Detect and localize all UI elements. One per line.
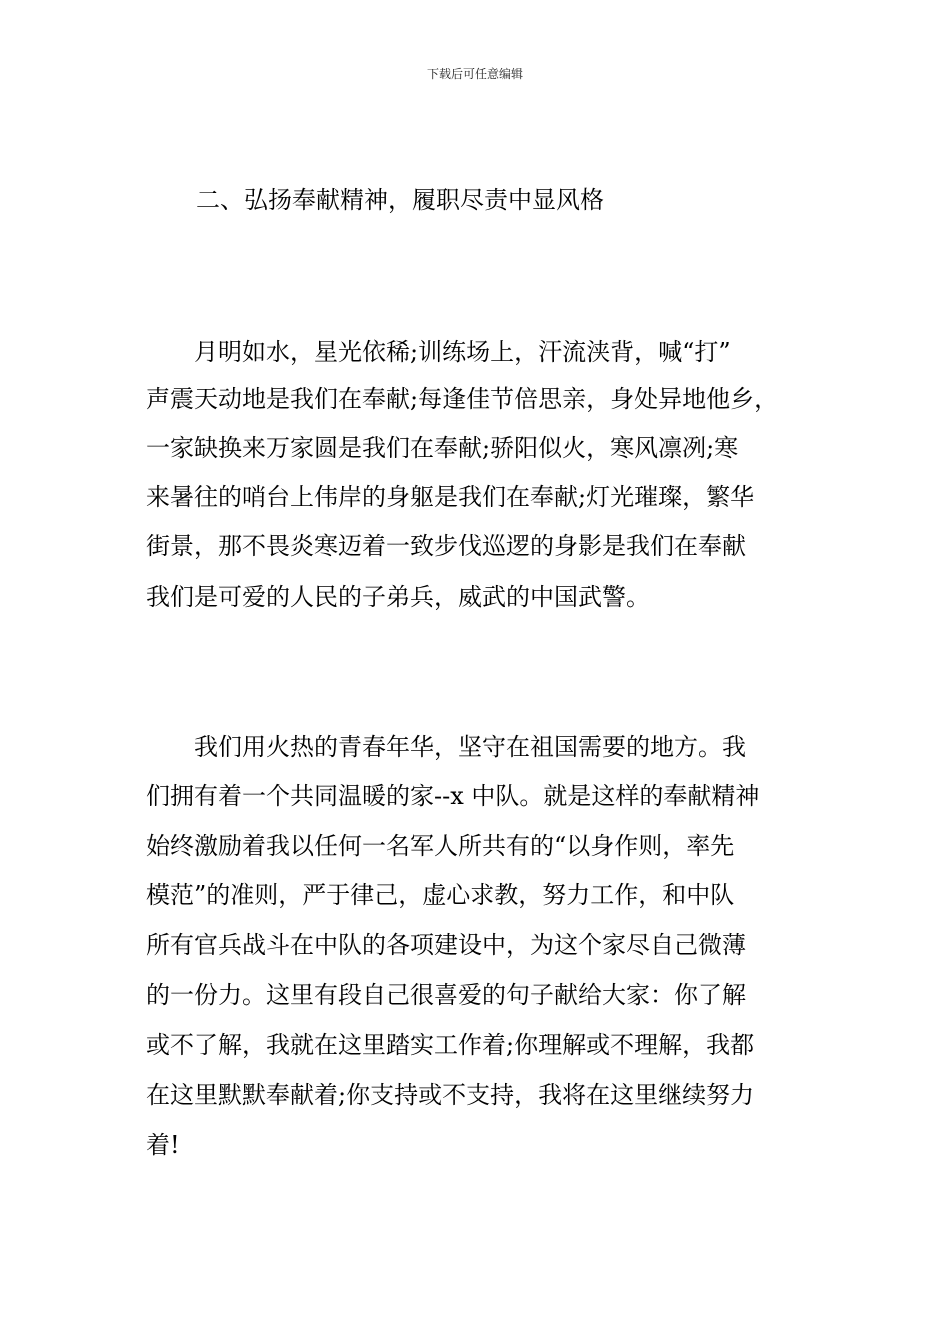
paragraph-line: 月明如水，星光依稀;训练场上，汗流浃背，喊“打”	[146, 338, 731, 366]
paragraph-line: 街景，那不畏炎寒迈着一致步伐巡逻的身影是我们在奉献	[146, 532, 746, 560]
paragraph-line: 或不了解，我就在这里踏实工作着;你理解或不理解，我都	[146, 1031, 755, 1059]
paragraph-line: 模范”的准则，严于律己，虚心求教，努力工作，和中队	[146, 881, 735, 909]
section-heading: 二、弘扬奉献精神，履职尽责中显风格	[196, 186, 604, 214]
paragraph-line: 着!	[146, 1131, 180, 1159]
paragraph-line: 们拥有着一个共同温暖的家--x 中队。就是这样的奉献精神	[146, 782, 760, 810]
paragraph-line: 一家缺换来万家圆是我们在奉献;骄阳似火，寒风凛冽;寒	[146, 434, 739, 462]
paragraph-line: 在这里默默奉献着;你支持或不支持，我将在这里继续努力	[146, 1081, 755, 1109]
paragraph-line: 始终激励着我以任何一名军人所共有的“以身作则，率先	[146, 832, 735, 860]
paragraph-line: 声震天动地是我们在奉献;每逢佳节倍思亲，身处异地他乡，	[146, 385, 779, 413]
paragraph-line: 来暑往的哨台上伟岸的身躯是我们在奉献;灯光璀璨，繁华	[146, 483, 755, 511]
header-note: 下载后可任意编辑	[426, 67, 523, 81]
paragraph-line: 的一份力。这里有段自己很喜爱的句子献给大家：你了解	[146, 981, 746, 1009]
paragraph-line: 所有官兵战斗在中队的各项建设中，为这个家尽自己微薄	[146, 931, 746, 959]
paragraph-line: 我们用火热的青春年华，坚守在祖国需要的地方。我	[146, 733, 746, 761]
paragraph-line: 我们是可爱的人民的子弟兵，威武的中国武警。	[146, 583, 650, 611]
